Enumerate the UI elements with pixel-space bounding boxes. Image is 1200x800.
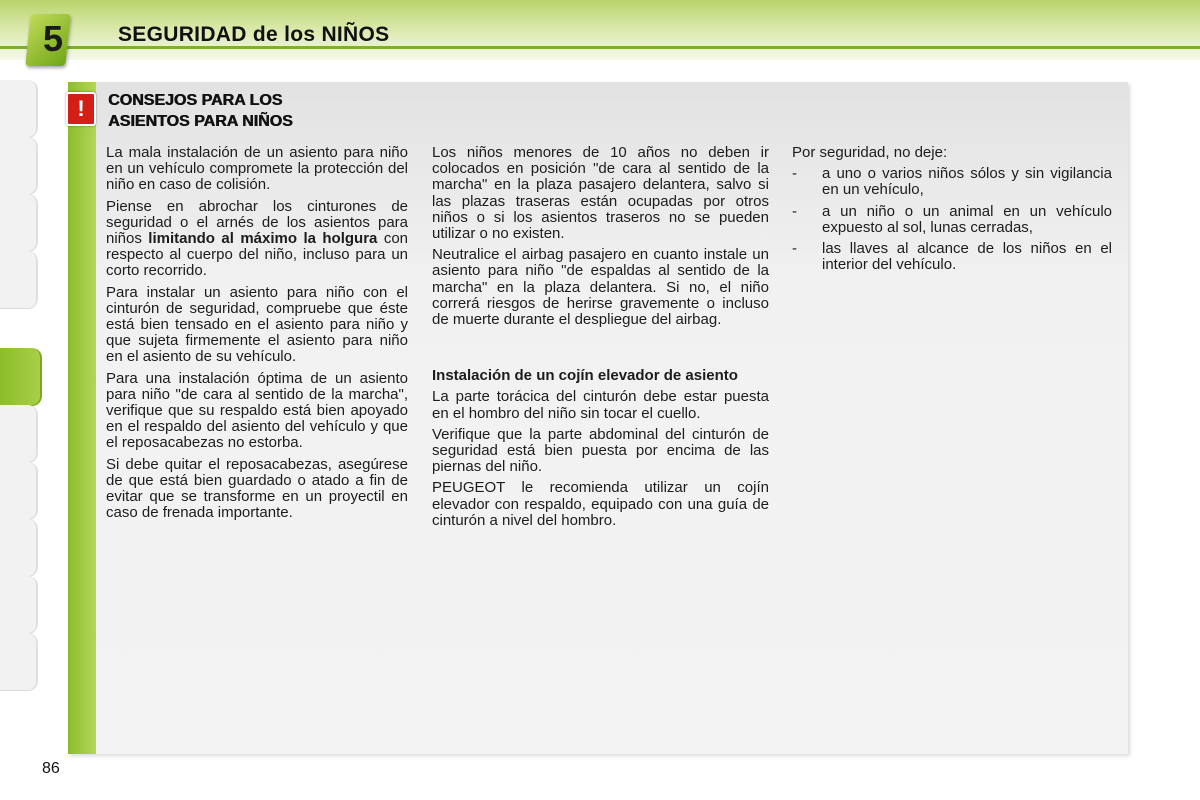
text-column-2 — [432, 145, 769, 534]
paragraph: Para una instalación óptima de un asiento para niño "de cara al sentido de la marcha", verifique que su respaldo está bien apoyado en el respaldo del asiento del vehículo y que el reposacabezas no estorba. — [106, 369, 408, 452]
bullet-marker: - — [792, 240, 797, 258]
side-tab — [0, 137, 38, 195]
text-column-1 — [106, 145, 408, 526]
section-title — [108, 90, 408, 132]
side-tab — [0, 462, 38, 520]
list-item — [792, 204, 1112, 236]
side-tab-active — [0, 348, 42, 406]
section-title-line2: ASIENTOS PARA NIÑOS — [108, 113, 293, 130]
warning-icon: ! — [66, 92, 96, 126]
bullet-marker: - — [792, 165, 797, 183]
paragraph — [106, 199, 408, 280]
paragraph: La mala instalación de un asiento para niño en un vehículo compromete la protección del niño en caso de colisión. — [106, 144, 408, 194]
paragraph: PEUGEOT le recomienda utilizar un cojín elevador con respaldo, equipado con una guía de cinturón a nivel del hombro. — [432, 479, 769, 529]
list-item — [792, 241, 1112, 273]
side-tab — [0, 576, 38, 634]
side-tab — [0, 633, 38, 691]
spacer — [432, 333, 769, 368]
paragraph: Para instalar un asiento para niño con el cinturón de seguridad, compruebe que éste está bien tensado en el asiento para niño y que sujeta firmemente el asiento para niño en el asiento de su vehículo. — [106, 283, 408, 366]
list-item-text: las llaves al alcance de los niños en el interior del vehículo. — [822, 240, 1112, 274]
paragraph: Si debe quitar el reposacabezas, asegúrese de que está bien guardado o atado a fin de evitar que se transforme en un proyectil en caso de frenada importante. — [106, 455, 408, 522]
list-item — [792, 166, 1112, 198]
list-item-text: a uno o varios niños sólos y sin vigilancia en un vehículo, — [822, 165, 1112, 199]
paragraph: La parte torácica del cinturón debe estar puesta en el hombro del niño sin tocar el cuello. — [432, 388, 769, 422]
panel-accent-bar — [68, 82, 96, 754]
side-tab — [0, 251, 38, 309]
paragraph-text: con respecto al cuerpo del niño, incluso para un corto recorrido. — [106, 230, 409, 280]
side-tab — [0, 80, 38, 138]
side-tab-strip — [0, 80, 40, 720]
list-item-text: a un niño o un animal en un vehículo expuesto al sol, lunas cerradas, — [822, 202, 1112, 236]
paragraph: Neutralice el airbag pasajero en cuanto instale un asiento para niño "de espaldas al sentido de la marcha" en la plaza delantera. Si no, el niño correrá riesgos de herirse gravemente o incluso de muerte durante el despliegue del airbag. — [432, 246, 769, 329]
side-tab — [0, 519, 38, 577]
subheading: Instalación de un cojín elevador de asiento — [432, 367, 738, 385]
paragraph: Verifique que la parte abdominal del cinturón de seguridad está bien puesta por encima de las piernas del niño. — [432, 425, 769, 476]
text-column-3 — [792, 145, 1112, 278]
paragraph: Los niños menores de 10 años no deben ir colocados en posición "de cara al sentido de la marcha" en la plaza pasajero delantera, salvo si las plazas traseras están ocupadas por otros niños o si los asientos traseros no se pueden utilizar o no existen. — [432, 144, 769, 243]
chapter-title: SEGURIDAD de los NIÑOS — [118, 23, 390, 46]
side-tab — [0, 405, 38, 463]
chapter-number: 5 — [42, 18, 64, 59]
section-title-line1: CONSEJOS PARA LOS — [108, 92, 283, 109]
paragraph-text: Piense en abrochar los cinturones de seguridad o el arnés de los asientos para niños — [106, 197, 408, 248]
emphasis-text: limitando al máximo la holgura — [148, 230, 378, 248]
bullet-marker: - — [792, 202, 797, 220]
page-number: 86 — [42, 760, 60, 777]
paragraph: Por seguridad, no deje: — [792, 144, 948, 161]
side-tab — [0, 194, 38, 252]
